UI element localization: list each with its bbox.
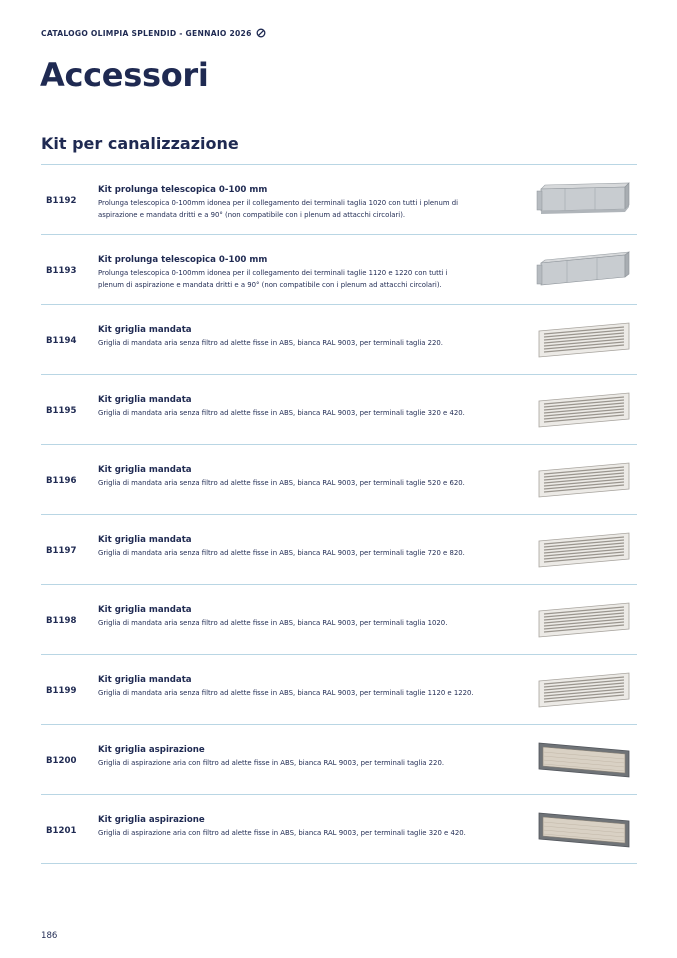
telescopic-extension-image <box>535 179 635 223</box>
item-description <box>98 267 498 291</box>
page-number: 186 <box>41 931 58 941</box>
item-description <box>98 687 498 699</box>
item-name: Kit griglia aspirazione <box>98 745 205 755</box>
list-item <box>41 374 637 444</box>
brand-logo-icon <box>256 28 266 38</box>
list-item <box>41 724 637 794</box>
item-description <box>98 197 498 221</box>
intake-grille-image <box>535 739 635 783</box>
supply-grille-image <box>535 529 635 573</box>
item-code: B1193 <box>46 266 77 276</box>
catalog-header <box>41 28 266 38</box>
item-description-line: Griglia di mandata aria senza filtro ad alette fisse in ABS, bianca RAL 9003, per terminali taglie 320 e 420. <box>98 409 465 417</box>
item-code: B1194 <box>46 336 77 346</box>
list-item <box>41 164 637 234</box>
item-description-line: Griglia di mandata aria senza filtro ad alette fisse in ABS, bianca RAL 9003, per terminali taglie 520 e 620. <box>98 479 465 487</box>
telescopic-extension-image <box>535 249 635 293</box>
item-code: B1198 <box>46 616 77 626</box>
supply-grille-image <box>535 319 635 363</box>
item-code: B1192 <box>46 196 77 206</box>
list-item <box>41 584 637 654</box>
supply-grille-image <box>535 599 635 643</box>
item-description <box>98 477 498 489</box>
item-description <box>98 757 498 769</box>
section-title: Kit per canalizzazione <box>41 134 239 153</box>
item-code: B1195 <box>46 406 77 416</box>
item-description-line: aspirazione e mandata dritti e a 90° (non compatibile con i plenum ad attacchi circolari). <box>98 211 406 219</box>
supply-grille-image <box>535 459 635 503</box>
item-name: Kit griglia mandata <box>98 325 192 335</box>
item-description <box>98 547 498 559</box>
item-name: Kit griglia mandata <box>98 605 192 615</box>
item-name: Kit griglia mandata <box>98 465 192 475</box>
item-code: B1199 <box>46 686 77 696</box>
item-description-line: plenum di aspirazione e mandata dritti e a 90° (non compatibile con i plenum ad attacchi circolari). <box>98 281 442 289</box>
item-name: Kit prolunga telescopica 0-100 mm <box>98 255 268 265</box>
item-code: B1201 <box>46 826 77 836</box>
item-description <box>98 827 498 839</box>
list-item <box>41 514 637 584</box>
item-description-line: Prolunga telescopica 0-100mm idonea per il collegamento dei terminali taglia 1020 con tutti i plenum di <box>98 199 459 207</box>
item-description-line: Griglia di mandata aria senza filtro ad alette fisse in ABS, bianca RAL 9003, per terminali taglia 1020. <box>98 619 448 627</box>
page-title: Accessori <box>40 56 209 94</box>
item-code: B1196 <box>46 476 77 486</box>
item-description-line: Griglia di aspirazione aria con filtro ad alette fisse in ABS, bianca RAL 9003, per terminali taglia 220. <box>98 759 445 767</box>
supply-grille-image <box>535 669 635 713</box>
item-description <box>98 337 498 349</box>
item-name: Kit griglia mandata <box>98 675 192 685</box>
item-description-line: Griglia di aspirazione aria con filtro ad alette fisse in ABS, bianca RAL 9003, per terminali taglie 320 e 420. <box>98 829 466 837</box>
item-description-line: Griglia di mandata aria senza filtro ad alette fisse in ABS, bianca RAL 9003, per terminali taglie 1120 e 1220. <box>98 689 474 697</box>
catalog-header-text: CATALOGO OLIMPIA SPLENDID - GENNAIO 2026 <box>41 28 252 38</box>
item-description-line: Prolunga telescopica 0-100mm idonea per il collegamento dei terminali taglie 1120 e 1220 con tutti i <box>98 269 448 277</box>
list-item <box>41 234 637 304</box>
item-name: Kit griglia mandata <box>98 535 192 545</box>
list-item <box>41 654 637 724</box>
item-code: B1197 <box>46 546 77 556</box>
item-code: B1200 <box>46 756 77 766</box>
supply-grille-image <box>535 389 635 433</box>
item-name: Kit prolunga telescopica 0-100 mm <box>98 185 268 195</box>
intake-grille-image <box>535 809 635 853</box>
item-description <box>98 617 498 629</box>
accessory-list <box>41 164 637 864</box>
item-description-line: Griglia di mandata aria senza filtro ad alette fisse in ABS, bianca RAL 9003, per terminali taglia 220. <box>98 339 443 347</box>
list-item <box>41 304 637 374</box>
item-name: Kit griglia aspirazione <box>98 815 205 825</box>
item-description-line: Griglia di mandata aria senza filtro ad alette fisse in ABS, bianca RAL 9003, per terminali taglie 720 e 820. <box>98 549 465 557</box>
item-name: Kit griglia mandata <box>98 395 192 405</box>
list-item <box>41 444 637 514</box>
item-description <box>98 407 498 419</box>
list-item <box>41 794 637 864</box>
